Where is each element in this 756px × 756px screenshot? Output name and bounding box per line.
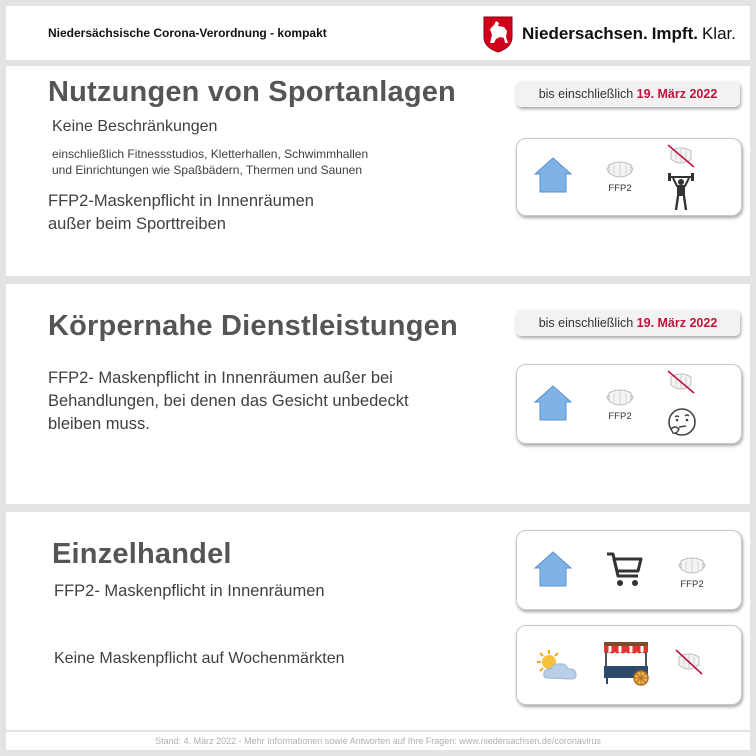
footer-note: Stand: 4. März 2022 - Mehr Informationen sowie Antworten auf Ihre Fragen: www.niedersachsen.de/coronavirus bbox=[6, 732, 750, 750]
brand-part1: Niedersachsen. bbox=[522, 24, 648, 43]
thinking-face-icon bbox=[667, 407, 697, 437]
ffp2-mask-icon bbox=[677, 555, 707, 577]
section-title: Körpernahe Dienstleistungen bbox=[48, 310, 458, 342]
brand-text bbox=[522, 24, 736, 44]
icon-box bbox=[516, 530, 742, 610]
icon-box bbox=[516, 138, 742, 216]
market-stall-icon bbox=[601, 640, 651, 686]
section-sportanlagen bbox=[6, 66, 750, 276]
section-text-line: FFP2- Maskenpflicht in Innenräumen bbox=[54, 582, 325, 600]
section-text-line: Keine Maskenpflicht auf Wochenmärkten bbox=[54, 650, 345, 667]
section-text-line: außer beim Sporttreiben bbox=[48, 215, 226, 233]
brand-part3: Klar. bbox=[701, 24, 736, 43]
section-text-line: Behandlungen, bei denen das Gesicht unbedeckt bbox=[48, 392, 409, 410]
no-mask-icon bbox=[673, 648, 705, 676]
section-title: Nutzungen von Sportanlagen bbox=[48, 76, 456, 108]
icon-box bbox=[516, 364, 742, 444]
section-small-text: und Einrichtungen wie Spaßbädern, Thermen und Saunen bbox=[52, 163, 362, 177]
house-icon bbox=[533, 383, 573, 423]
lower-saxony-horse-logo-icon bbox=[482, 15, 514, 53]
badge-date: 19. März 2022 bbox=[636, 87, 718, 101]
weightlifter-icon bbox=[667, 173, 695, 211]
house-icon bbox=[533, 549, 573, 589]
section-text-line: Keine Beschränkungen bbox=[52, 118, 218, 135]
section-title: Einzelhandel bbox=[52, 538, 232, 570]
ffp2-mask-icon bbox=[605, 159, 635, 181]
no-mask-icon bbox=[665, 143, 697, 169]
section-small-text: einschließlich Fitnessstudios, Kletterhallen, Schwimmhallen bbox=[52, 147, 369, 161]
brand-part2: Impft. bbox=[651, 24, 698, 43]
ffp2-label: FFP2 bbox=[608, 183, 632, 194]
section-text-line: FFP2- Maskenpflicht in Innenräumen außer bei bbox=[48, 369, 393, 387]
badge-prefix: bis einschließlich bbox=[538, 316, 634, 330]
sun-behind-cloud-icon bbox=[533, 648, 581, 684]
icon-box bbox=[516, 625, 742, 705]
section-einzelhandel bbox=[6, 512, 750, 730]
shopping-cart-icon bbox=[605, 549, 645, 589]
badge-prefix: bis einschließlich bbox=[538, 87, 634, 101]
section-text-line: bleiben muss. bbox=[48, 415, 150, 433]
house-icon bbox=[533, 155, 573, 195]
ffp2-label: FFP2 bbox=[608, 411, 632, 422]
header bbox=[6, 6, 750, 60]
section-text-line: FFP2-Maskenpflicht in Innenräumen bbox=[48, 192, 314, 210]
brand bbox=[482, 16, 736, 52]
section-koerpernahe-dienstleistungen bbox=[6, 284, 750, 504]
ffp2-mask-icon bbox=[605, 387, 635, 409]
header-title: Niedersächsische Corona-Verordnung - kompakt bbox=[48, 26, 327, 40]
no-mask-icon bbox=[665, 369, 697, 395]
validity-badge bbox=[516, 81, 740, 107]
validity-badge bbox=[516, 310, 740, 336]
ffp2-label: FFP2 bbox=[680, 579, 704, 590]
badge-date: 19. März 2022 bbox=[636, 316, 718, 330]
